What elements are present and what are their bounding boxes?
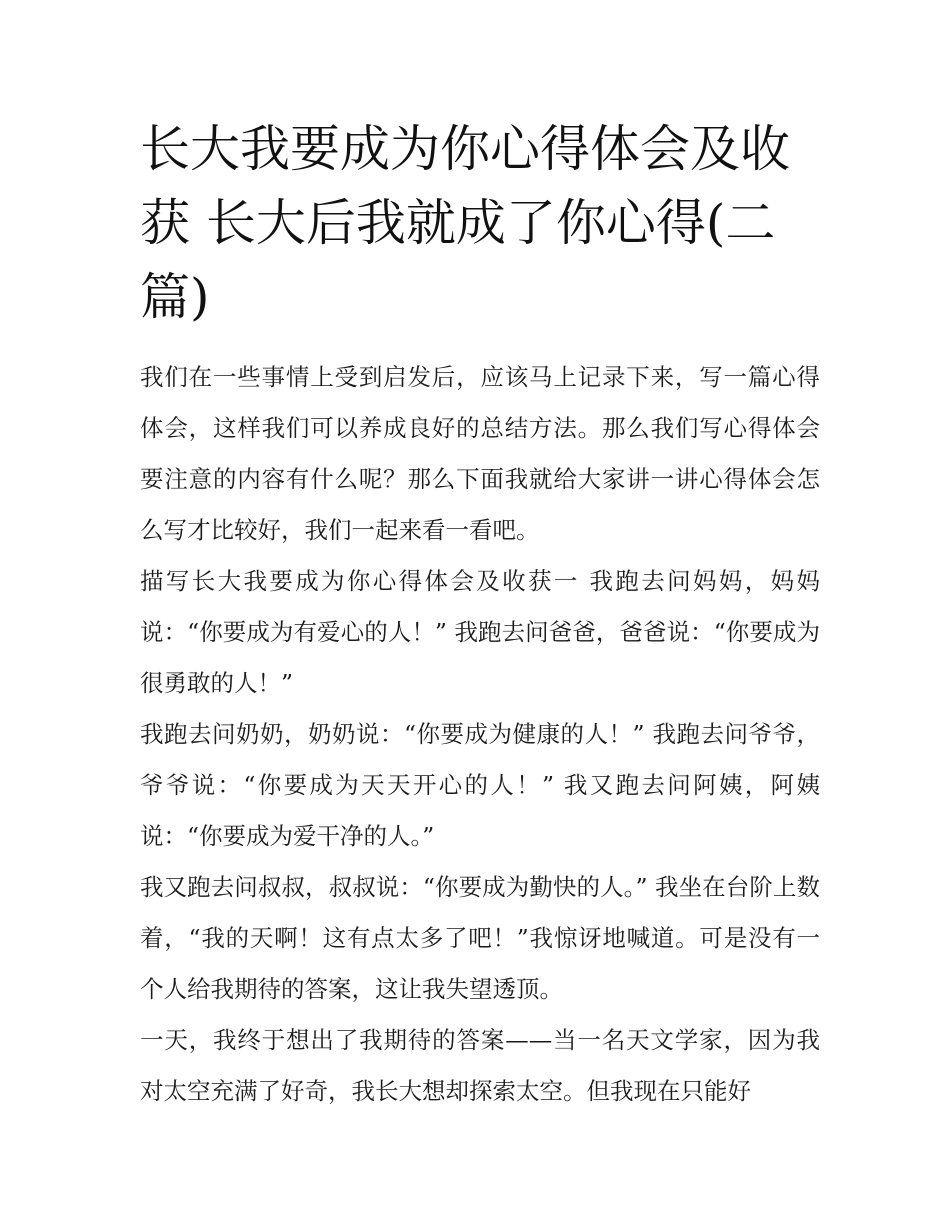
document-content bbox=[140, 112, 820, 1117]
paragraph-grandparents-aunt: 我跑去问奶奶，奶奶说：“你要成为健康的人！” 我跑去问爷爷，爷爷说：“你要成为天天开心的人！” 我又跑去问阿姨，阿姨说：“你要成为爱干净的人。” bbox=[140, 720, 820, 850]
paragraph-intro: 我们在一些事情上受到启发后，应该马上记录下来，写一篇心得体会，这样我们可以养成良好的总结方法。那么我们写心得体会要注意的内容有什么呢？那么下面我就给大家讲一讲心得体会怎么写才比较好，我们一起来看一看吧。 bbox=[140, 363, 820, 544]
paragraph-uncle: 我又跑去问叔叔，叔叔说：“你要成为勤快的人。” 我坐在台阶上数着，“我的天啊！这有点太多了吧！”我惊讶地喊道。可是没有一个人给我期待的答案，这让我失望透顶。 bbox=[140, 873, 820, 1003]
paragraph-mother-father: 描写长大我要成为你心得体会及收获一 我跑去问妈妈，妈妈说：“你要成为有爱心的人！” 我跑去问爸爸，爸爸说：“你要成为很勇敢的人！” bbox=[140, 567, 820, 697]
document-body bbox=[140, 352, 820, 1117]
paragraph-astronomer: 一天，我终于想出了我期待的答案——当一名天文学家，因为我对太空充满了好奇，我长大想却探索太空。但我现在只能好 bbox=[140, 1026, 820, 1105]
document-title: 长大我要成为你心得体会及收获 长大后我就成了你心得(二篇) bbox=[140, 120, 790, 326]
